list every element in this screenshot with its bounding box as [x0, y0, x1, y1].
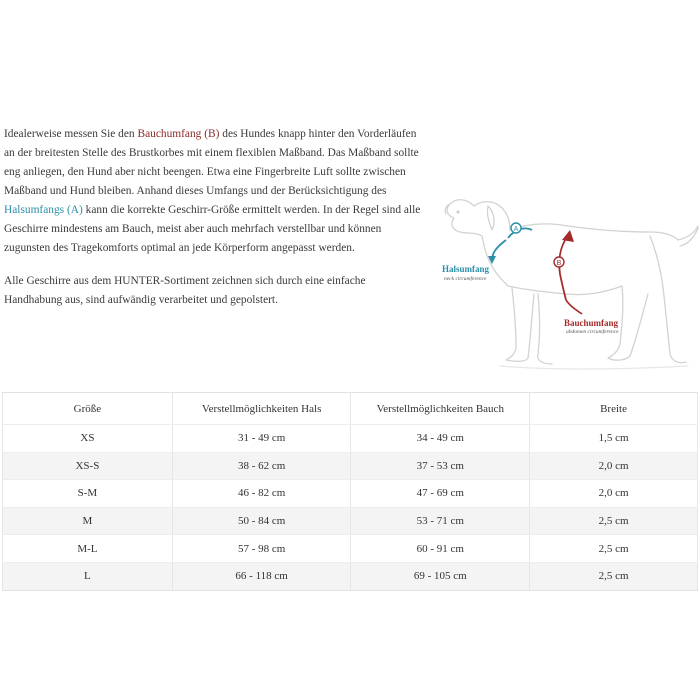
- cell-size: XS-S: [3, 452, 173, 480]
- table-row: [3, 535, 698, 563]
- cell-bauch: 34 - 49 cm: [351, 425, 530, 453]
- bauchumfang-sublabel: abdomen circumference: [566, 329, 619, 335]
- size-table: [2, 392, 698, 591]
- cell-hals: 66 - 118 cm: [172, 562, 351, 590]
- dog-measurement-figure: [436, 176, 700, 376]
- belly-measure: [554, 230, 619, 335]
- table-row: [3, 562, 698, 590]
- cell-hals: 38 - 62 cm: [172, 452, 351, 480]
- cell-hals: 57 - 98 cm: [172, 535, 351, 563]
- cell-size: S-M: [3, 480, 173, 508]
- bauchumfang-highlight: Bauchumfang (B): [137, 128, 220, 140]
- cell-breite: 2,0 cm: [530, 452, 698, 480]
- cell-hals: 46 - 82 cm: [172, 480, 351, 508]
- intro-paragraph-2: Alle Geschirre aus dem HUNTER-Sortiment zeichnen sich durch eine einfache Handhabung aus, sind aufwändig verarbeitet und gepolstert.: [4, 275, 366, 306]
- header-hals: Verstellmöglichkeiten Hals: [172, 393, 351, 425]
- marker-b-label: B: [556, 260, 562, 267]
- cell-bauch: 37 - 53 cm: [351, 452, 530, 480]
- intro-text-a: Idealerweise messen Sie den: [4, 128, 138, 140]
- cell-size: M: [3, 507, 173, 535]
- halsumfang-label: Halsumfang: [442, 264, 490, 274]
- halsumfang-sublabel: neck circumference: [444, 276, 487, 282]
- table-row: [3, 480, 698, 508]
- dog-illustration: [436, 176, 700, 376]
- header-breite: Breite: [530, 393, 698, 425]
- cell-hals: 31 - 49 cm: [172, 425, 351, 453]
- intro-paragraph-1: [4, 125, 424, 258]
- cell-breite: 2,5 cm: [530, 507, 698, 535]
- cell-hals: 50 - 84 cm: [172, 507, 351, 535]
- bauchumfang-label: Bauchumfang: [564, 318, 619, 328]
- intro-text-c: kann die korrekte Geschirr-Größe ermittelt werden. In der Regel sind alle Geschirre mindestens am Bauch, meist aber auch mehrfach verstellbar und können zugunsten des Tragekomforts optimal an jede Körperform angepasst werden.: [4, 204, 421, 254]
- cell-breite: 2,5 cm: [530, 535, 698, 563]
- cell-size: L: [3, 562, 173, 590]
- cell-size: XS: [3, 425, 173, 453]
- halsumfang-highlight: Halsumfangs (A): [4, 204, 83, 216]
- table-row: [3, 507, 698, 535]
- cell-breite: 2,5 cm: [530, 562, 698, 590]
- cell-bauch: 60 - 91 cm: [351, 535, 530, 563]
- cell-bauch: 47 - 69 cm: [351, 480, 530, 508]
- header-groesse: Größe: [3, 393, 173, 425]
- intro-text: [4, 125, 424, 324]
- dog-outline: [445, 200, 698, 369]
- cell-bauch: 53 - 71 cm: [351, 507, 530, 535]
- cell-breite: 2,0 cm: [530, 480, 698, 508]
- belly-arrow-head: [562, 230, 574, 242]
- table-row: [3, 425, 698, 453]
- cell-breite: 1,5 cm: [530, 425, 698, 453]
- header-bauch: Verstellmöglichkeiten Bauch: [351, 393, 530, 425]
- table-row: [3, 452, 698, 480]
- cell-size: M-L: [3, 535, 173, 563]
- table-header-row: [3, 393, 698, 425]
- marker-a-label: A: [513, 226, 519, 233]
- cell-bauch: 69 - 105 cm: [351, 562, 530, 590]
- neck-measure: [442, 223, 532, 282]
- intro-text-b: des Hundes knapp hinter den Vorderläufen an der breitesten Stelle des Brustkorbes mit einem flexiblen Maßband. Das Maßband sollte eng anliegen, den Hund aber nicht beengen. Etwa eine Fingerbreite Luft sollte zwischen Maßband und Hund bleiben. Anhand dieses Umfangs und der Berücksichtigung des: [4, 128, 419, 197]
